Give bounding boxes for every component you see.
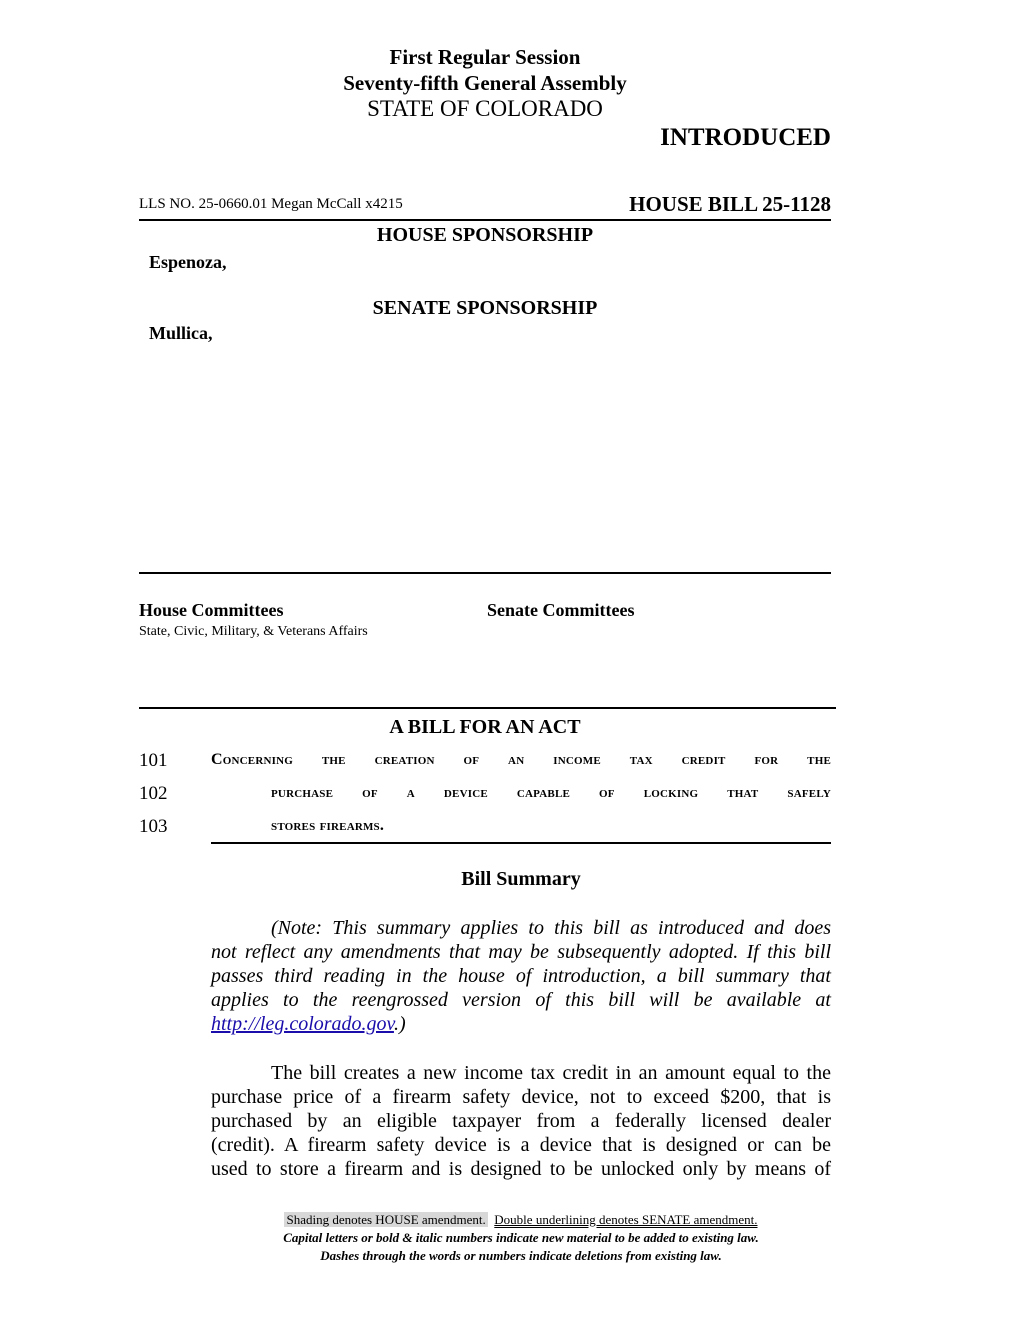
- senate-sponsor: Mullica,: [149, 323, 213, 343]
- note-line-last: [211, 1012, 831, 1036]
- footer-legend: [0, 1211, 1024, 1229]
- capital-letters-note: Capital letters or bold & italic numbers indicate new material to be added to existing law.: [283, 1230, 759, 1245]
- sponsorship-rule: [139, 572, 831, 574]
- note-line: passes third reading in the house of introduction, a bill summary that: [211, 965, 831, 987]
- senate-sponsorship-heading: SENATE SPONSORSHIP: [372, 297, 598, 319]
- house-sponsorship-heading: HOUSE SPONSORSHIP: [376, 224, 594, 246]
- committees-rule: [139, 707, 836, 709]
- house-committee: State, Civic, Military, & Veterans Affairs: [139, 624, 368, 639]
- session-heading: [0, 44, 970, 96]
- senate-amendment-note: Double underlining denotes SENATE amendment.: [494, 1212, 758, 1227]
- act-heading: A BILL FOR AN ACT: [389, 716, 581, 738]
- lls-number: LLS NO. 25-0660.01 Megan McCall x4215: [139, 196, 403, 212]
- summary-note: [211, 916, 831, 1036]
- line-number: 101: [139, 750, 168, 771]
- house-amendment-note: Shading denotes HOUSE amendment.: [286, 1212, 486, 1227]
- session-line: First Regular Session: [389, 45, 581, 69]
- house-committees-heading: House Committees: [139, 600, 284, 620]
- act-title-rule: [211, 842, 831, 844]
- status-label: INTRODUCED: [660, 124, 831, 151]
- summary-body: [211, 1061, 831, 1181]
- body-line: purchased by an eligible taxpayer from a federally licensed dealer: [211, 1110, 831, 1132]
- body-line: The bill creates a new income tax credit in an amount equal to the: [271, 1062, 831, 1084]
- bill-summary-heading: Bill Summary: [461, 868, 581, 890]
- body-line: used to store a firearm and is designed to be unlocked only by means of: [211, 1158, 831, 1180]
- act-title-line: stores firearms.: [271, 817, 385, 834]
- house-sponsor: Espenoza,: [149, 252, 227, 272]
- state-heading: STATE OF COLORADO: [367, 96, 603, 121]
- header-rule: [139, 219, 831, 221]
- senate-committees-heading: Senate Committees: [487, 600, 635, 620]
- body-line: purchase price of a firearm safety device, not to exceed $200, that is: [211, 1086, 831, 1108]
- act-title-line: purchase of a device capable of locking that safely: [271, 784, 831, 801]
- legislature-link[interactable]: http://leg.colorado.gov: [211, 1013, 394, 1035]
- line-number: 103: [139, 816, 168, 837]
- note-line: not reflect any amendments that may be subsequently adopted. If this bill: [211, 941, 831, 963]
- act-title-line: Concerning the creation of an income tax credit for the: [211, 751, 831, 768]
- note-end: .): [393, 1013, 406, 1035]
- note-line: (Note: This summary applies to this bill as introduced and does: [271, 917, 831, 939]
- bill-number: HOUSE BILL 25-1128: [629, 192, 831, 216]
- assembly-line: Seventy-fifth General Assembly: [343, 71, 627, 95]
- dashes-note: Dashes through the words or numbers indicate deletions from existing law.: [320, 1248, 722, 1263]
- line-number: 102: [139, 783, 168, 804]
- body-line: (credit). A firearm safety device is a device that is designed or can be: [211, 1134, 831, 1156]
- note-line: applies to the reengrossed version of this bill will be available at: [211, 989, 831, 1011]
